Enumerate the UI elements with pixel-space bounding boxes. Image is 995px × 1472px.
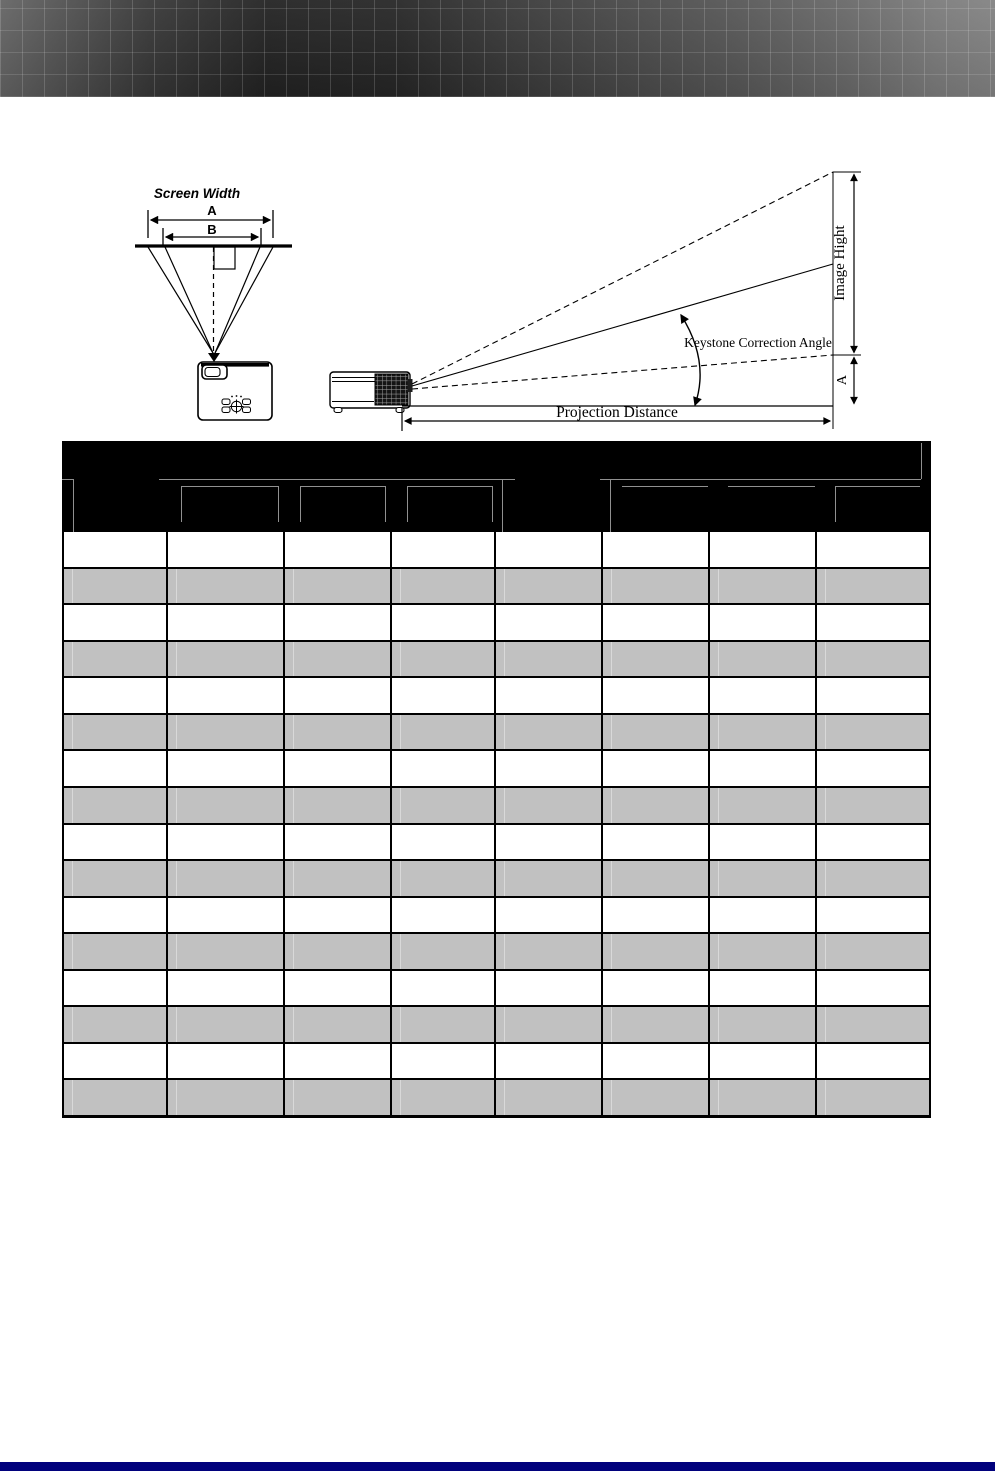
table-cell: [603, 825, 708, 860]
lens-origin-arrow: [208, 353, 220, 362]
table-cell: [496, 715, 601, 750]
table-cell: [285, 642, 390, 677]
table-cell: [710, 642, 815, 677]
table-cell: [392, 678, 494, 713]
table-cell: [710, 934, 815, 969]
table-cell: [496, 1044, 601, 1079]
table-cell: [392, 971, 494, 1006]
table-cell: [710, 715, 815, 750]
table-cell: [285, 605, 390, 640]
table-header-black-band: [62, 441, 931, 532]
projection-distance-table: [62, 441, 931, 1118]
table-cell: [603, 751, 708, 786]
table-cell: [496, 678, 601, 713]
table-cell: [285, 971, 390, 1006]
table-cell: [64, 861, 166, 896]
table-cell: [392, 861, 494, 896]
table-cell: [285, 825, 390, 860]
header-grid-line: [300, 486, 385, 487]
table-cell: [496, 642, 601, 677]
table-cell: [817, 715, 929, 750]
vent-grid: [375, 374, 408, 405]
table-cell: [817, 605, 929, 640]
table-cell: [710, 1080, 815, 1115]
table-cell: [710, 1007, 815, 1042]
table-cell: [168, 825, 283, 860]
header-grid-line: [385, 486, 386, 522]
table-cell: [168, 605, 283, 640]
table-cell: [392, 898, 494, 933]
table-cell: [603, 971, 708, 1006]
table-cell: [710, 751, 815, 786]
table-cell: [285, 1007, 390, 1042]
table-cell: [64, 1044, 166, 1079]
keystone-angle-arc: [681, 315, 700, 405]
table-cell: [817, 1044, 929, 1079]
header-grid-line: [921, 443, 922, 479]
table-cell: [496, 825, 601, 860]
right-angle-mark: [214, 247, 235, 269]
table-cell: [64, 605, 166, 640]
table-cell: [168, 898, 283, 933]
table-cell: [64, 1007, 166, 1042]
header-grid-line: [622, 486, 708, 487]
table-cell: [817, 678, 929, 713]
table-cell: [603, 605, 708, 640]
table-cell: [392, 715, 494, 750]
table-cell: [392, 642, 494, 677]
header-grid-line: [159, 479, 515, 480]
table-cell: [285, 788, 390, 823]
table-cell: [285, 1044, 390, 1079]
table-cell: [168, 642, 283, 677]
table-cell: [392, 532, 494, 567]
table-cell: [285, 751, 390, 786]
table-cell: [817, 532, 929, 567]
projector-top-view: [198, 362, 272, 420]
table-cell: [817, 825, 929, 860]
header-grid-line: [278, 486, 279, 522]
table-cell: [603, 898, 708, 933]
table-cell: [285, 934, 390, 969]
table-cell: [392, 569, 494, 604]
table-cell: [710, 532, 815, 567]
table-cell: [710, 788, 815, 823]
table-cell: [603, 788, 708, 823]
table-cell: [817, 971, 929, 1006]
table-cell: [710, 898, 815, 933]
table-cell: [64, 751, 166, 786]
table-cell: [817, 751, 929, 786]
table-cell: [496, 569, 601, 604]
side-lens: [408, 379, 413, 392]
table-cell: [168, 678, 283, 713]
projection-diagram: [60, 165, 935, 435]
offset-a-label: A: [835, 374, 850, 386]
header-grid-line: [610, 479, 611, 532]
table-cell: [64, 715, 166, 750]
table-cell: [168, 1080, 283, 1115]
table-cell: [710, 825, 815, 860]
footer-rule: [0, 1462, 995, 1471]
table-cell: [392, 1007, 494, 1042]
table-cell: [64, 532, 166, 567]
table-cell: [710, 569, 815, 604]
table-cell: [168, 1044, 283, 1079]
table-cell: [285, 678, 390, 713]
table-cell: [496, 532, 601, 567]
table-cell: [285, 861, 390, 896]
table-cell: [496, 788, 601, 823]
header-grid-line: [407, 486, 408, 522]
table-body: [64, 532, 929, 1115]
table-cell: [64, 825, 166, 860]
screen-width-diagram: [135, 186, 292, 420]
table-cell: [496, 934, 601, 969]
table-cell: [496, 1080, 601, 1115]
header-grid-line: [73, 479, 74, 532]
table-cell: [603, 642, 708, 677]
table-cell: [168, 861, 283, 896]
table-cell: [392, 1080, 494, 1115]
table-cell: [168, 1007, 283, 1042]
table-cell: [603, 1007, 708, 1042]
projection-rays: [402, 172, 833, 406]
foot: [334, 408, 342, 413]
table-cell: [392, 605, 494, 640]
table-cell: [392, 751, 494, 786]
dim-b-label: B: [207, 222, 217, 237]
table-cell: [710, 605, 815, 640]
header-grid-line: [407, 486, 492, 487]
header-grid-line: [181, 486, 182, 522]
table-cell: [392, 825, 494, 860]
projector-side-view: [330, 372, 413, 413]
table-cell: [168, 751, 283, 786]
table-cell: [285, 898, 390, 933]
header-grid-line: [728, 486, 815, 487]
table-cell: [496, 971, 601, 1006]
header-grid-line: [181, 486, 278, 487]
table-cell: [168, 569, 283, 604]
header-grid-line: [835, 486, 920, 487]
table-cell: [168, 971, 283, 1006]
header-grid-line: [600, 479, 921, 480]
table-cell: [817, 569, 929, 604]
table-cell: [64, 898, 166, 933]
table-cell: [817, 861, 929, 896]
projection-distance-label: Projection Distance: [556, 404, 678, 421]
projection-distance-diagram: [330, 172, 861, 431]
table-cell: [710, 861, 815, 896]
table-cell: [817, 1080, 929, 1115]
table-cell: [603, 569, 708, 604]
header-grid-line: [835, 486, 836, 522]
table-cell: [64, 678, 166, 713]
screen-width-label: Screen Width: [153, 186, 241, 201]
image-height-label: Image Hight: [832, 225, 848, 301]
table-cell: [710, 1044, 815, 1079]
table-cell: [64, 788, 166, 823]
table-cell: [710, 971, 815, 1006]
table-cell: [817, 642, 929, 677]
table-cell: [285, 532, 390, 567]
table-cell: [64, 934, 166, 969]
table-cell: [392, 788, 494, 823]
table-cell: [285, 1080, 390, 1115]
table-cell: [603, 861, 708, 896]
table-cell: [603, 532, 708, 567]
table-cell: [817, 1007, 929, 1042]
table-cell: [496, 751, 601, 786]
table-cell: [603, 715, 708, 750]
table-cell: [603, 934, 708, 969]
table-cell: [64, 569, 166, 604]
table-cell: [392, 1044, 494, 1079]
dim-a-label: A: [207, 203, 217, 218]
table-cell: [603, 1044, 708, 1079]
table-cell: [603, 678, 708, 713]
page-header-mosaic-banner: [0, 0, 995, 97]
header-grid-line: [300, 486, 301, 522]
table-cell: [168, 715, 283, 750]
table-cell: [496, 861, 601, 896]
table-cell: [817, 788, 929, 823]
table-cell: [817, 898, 929, 933]
table-cell: [496, 1007, 601, 1042]
table-cell: [285, 715, 390, 750]
table-cell: [168, 788, 283, 823]
table-cell: [392, 934, 494, 969]
table-cell: [285, 569, 390, 604]
header-grid-line: [62, 479, 73, 480]
table-cell: [168, 532, 283, 567]
table-cell: [496, 605, 601, 640]
header-grid-line: [502, 479, 503, 532]
table-cell: [496, 898, 601, 933]
foot: [396, 408, 404, 413]
header-grid-line: [492, 486, 493, 522]
table-cell: [168, 934, 283, 969]
table-cell: [710, 678, 815, 713]
keystone-label: Keystone Correction Angle: [684, 335, 832, 350]
table-cell: [64, 971, 166, 1006]
table-cell: [603, 1080, 708, 1115]
table-cell: [817, 934, 929, 969]
table-cell: [64, 1080, 166, 1115]
table-cell: [64, 642, 166, 677]
